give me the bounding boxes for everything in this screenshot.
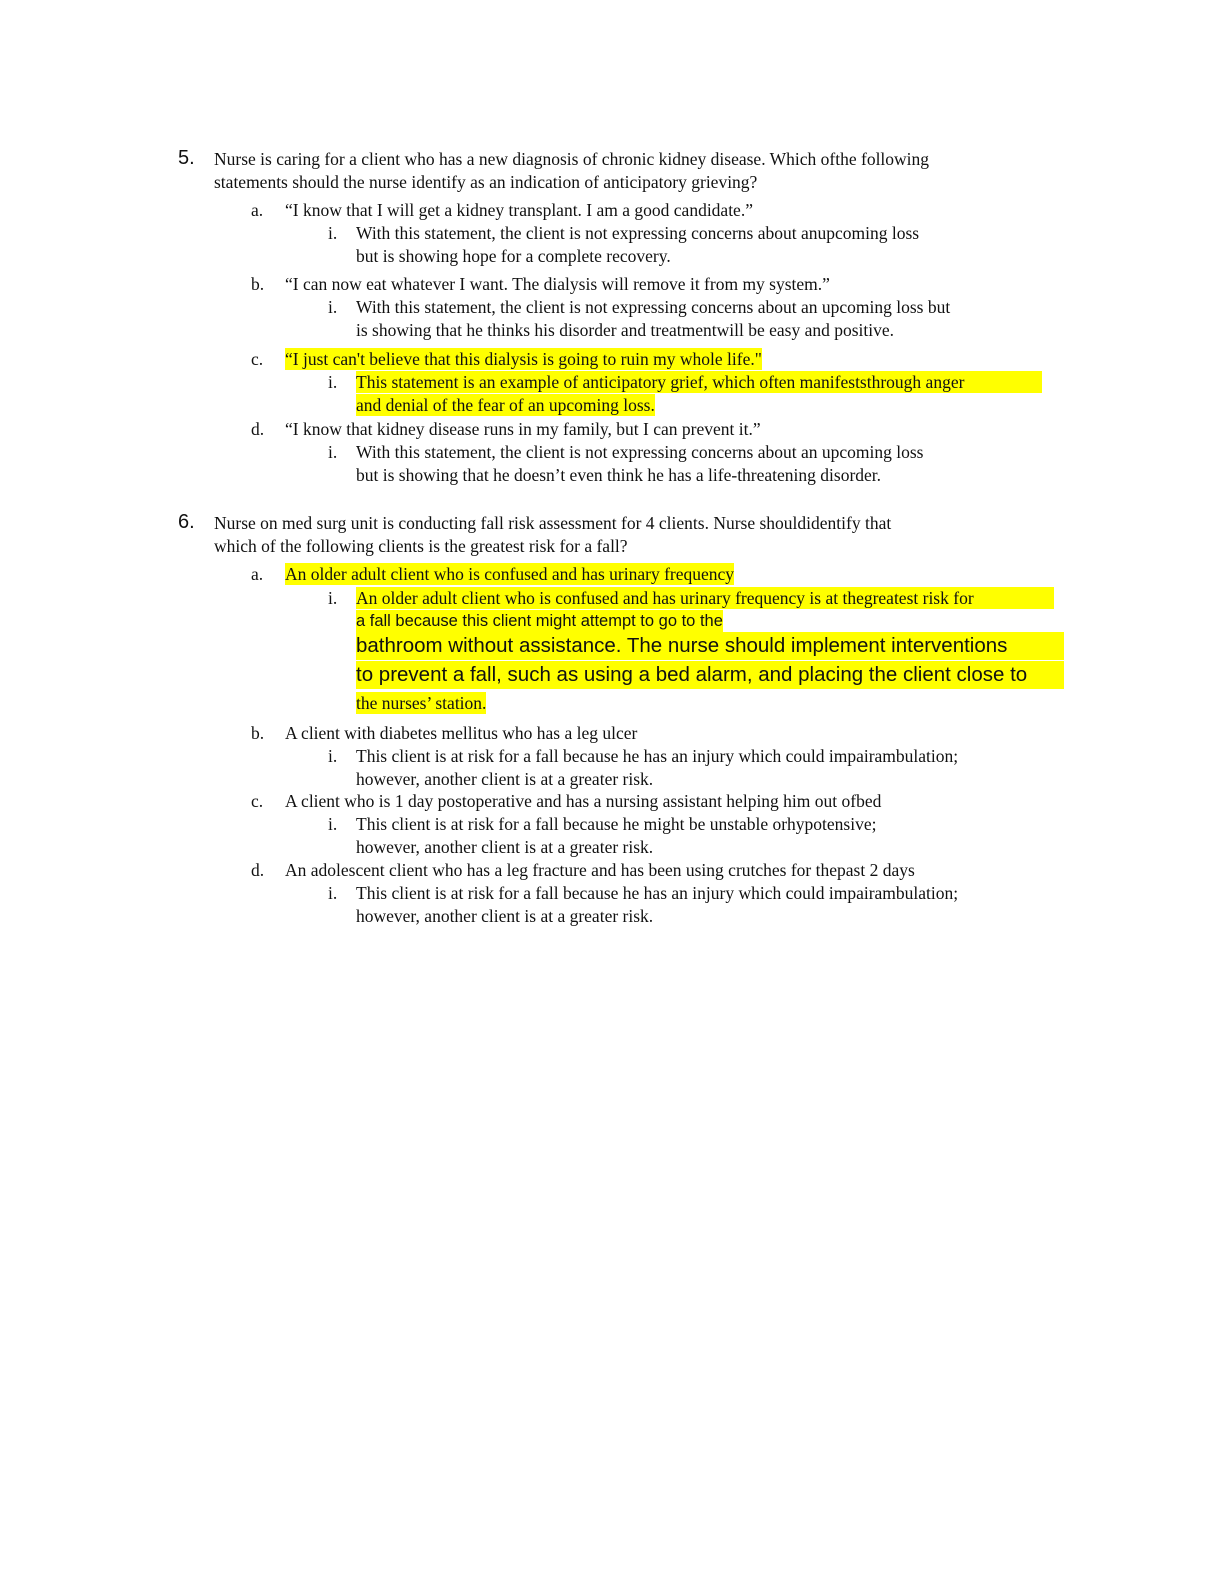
rationale-line-highlighted: This statement is an example of anticipatory grief, which often manifeststhrough anger [356, 371, 1042, 393]
question-number: 6. [178, 511, 195, 533]
rationale-line: however, another client is at a greater risk. [356, 769, 654, 789]
option-text: A client who is 1 day postoperative and has a nursing assistant helping him out ofbed [285, 791, 882, 811]
rationale-line: This client is at risk for a fall because he has an injury which could impairambulation; [356, 746, 959, 766]
option-text: “I know that I will get a kidney transplant. I am a good candidate.” [285, 200, 753, 220]
option-letter: b. [251, 274, 265, 294]
option-letter: d. [251, 419, 265, 439]
option-text: “I know that kidney disease runs in my family, but I can prevent it.” [285, 419, 761, 439]
rationale-line: With this statement, the client is not expressing concerns about an upcoming loss but [356, 297, 951, 317]
option-text-highlighted: “I just can't believe that this dialysis is going to ruin my whole life." [285, 349, 762, 369]
rationale-line: however, another client is at a greater risk. [356, 837, 654, 857]
rationale-marker: i. [328, 814, 338, 834]
question-stem-line: which of the following clients is the greatest risk for a fall? [214, 536, 628, 556]
rationale-line: is showing that he thinks his disorder and treatmentwill be easy and positive. [356, 320, 895, 340]
rationale-line: but is showing hope for a complete recovery. [356, 246, 671, 266]
rationale-line: This client is at risk for a fall because he might be unstable orhypotensive; [356, 814, 877, 834]
rationale-line-highlighted: bathroom without assistance. The nurse should implement interventions [356, 632, 1064, 660]
rationale-marker: i. [328, 442, 338, 462]
option-text: An adolescent client who has a leg fracture and has been using crutches for thepast 2 days [285, 860, 915, 880]
rationale-marker: i. [328, 223, 338, 243]
option-letter: c. [251, 791, 264, 811]
option-letter: c. [251, 349, 264, 369]
rationale-line: With this statement, the client is not expressing concerns about an upcoming loss [356, 442, 924, 462]
rationale-line-highlighted: a fall because this client might attempt to go to the [356, 612, 723, 630]
rationale-marker: i. [328, 746, 338, 766]
question-stem-line: Nurse on med surg unit is conducting fall risk assessment for 4 clients. Nurse shouldidentify that [214, 513, 892, 533]
rationale-line-highlighted: the nurses’ station. [356, 693, 487, 713]
option-letter: d. [251, 860, 265, 880]
rationale-line-highlighted: and denial of the fear of an upcoming loss. [356, 395, 655, 415]
rationale-line: With this statement, the client is not expressing concerns about anupcoming loss [356, 223, 920, 243]
rationale-line-highlighted: An older adult client who is confused and has urinary frequency is at thegreatest risk for [356, 587, 1054, 609]
option-letter: a. [251, 564, 264, 584]
option-text: A client with diabetes mellitus who has a leg ulcer [285, 723, 638, 743]
rationale-marker: i. [328, 588, 338, 608]
option-text: “I can now eat whatever I want. The dialysis will remove it from my system.” [285, 274, 830, 294]
option-text-highlighted: An older adult client who is confused and has urinary frequency [285, 564, 735, 584]
question-number: 5. [178, 147, 195, 169]
option-letter: a. [251, 200, 264, 220]
rationale-marker: i. [328, 883, 338, 903]
rationale-line: but is showing that he doesn’t even think he has a life-threatening disorder. [356, 465, 882, 485]
rationale-marker: i. [328, 297, 338, 317]
question-stem-line: Nurse is caring for a client who has a new diagnosis of chronic kidney disease. Which ofthe following [214, 149, 930, 169]
question-stem-line: statements should the nurse identify as an indication of anticipatory grieving? [214, 172, 758, 192]
rationale-marker: i. [328, 372, 338, 392]
rationale-line: however, another client is at a greater risk. [356, 906, 654, 926]
option-letter: b. [251, 723, 265, 743]
rationale-line: This client is at risk for a fall because he has an injury which could impairambulation; [356, 883, 959, 903]
rationale-line-highlighted: to prevent a fall, such as using a bed alarm, and placing the client close to [356, 661, 1064, 689]
